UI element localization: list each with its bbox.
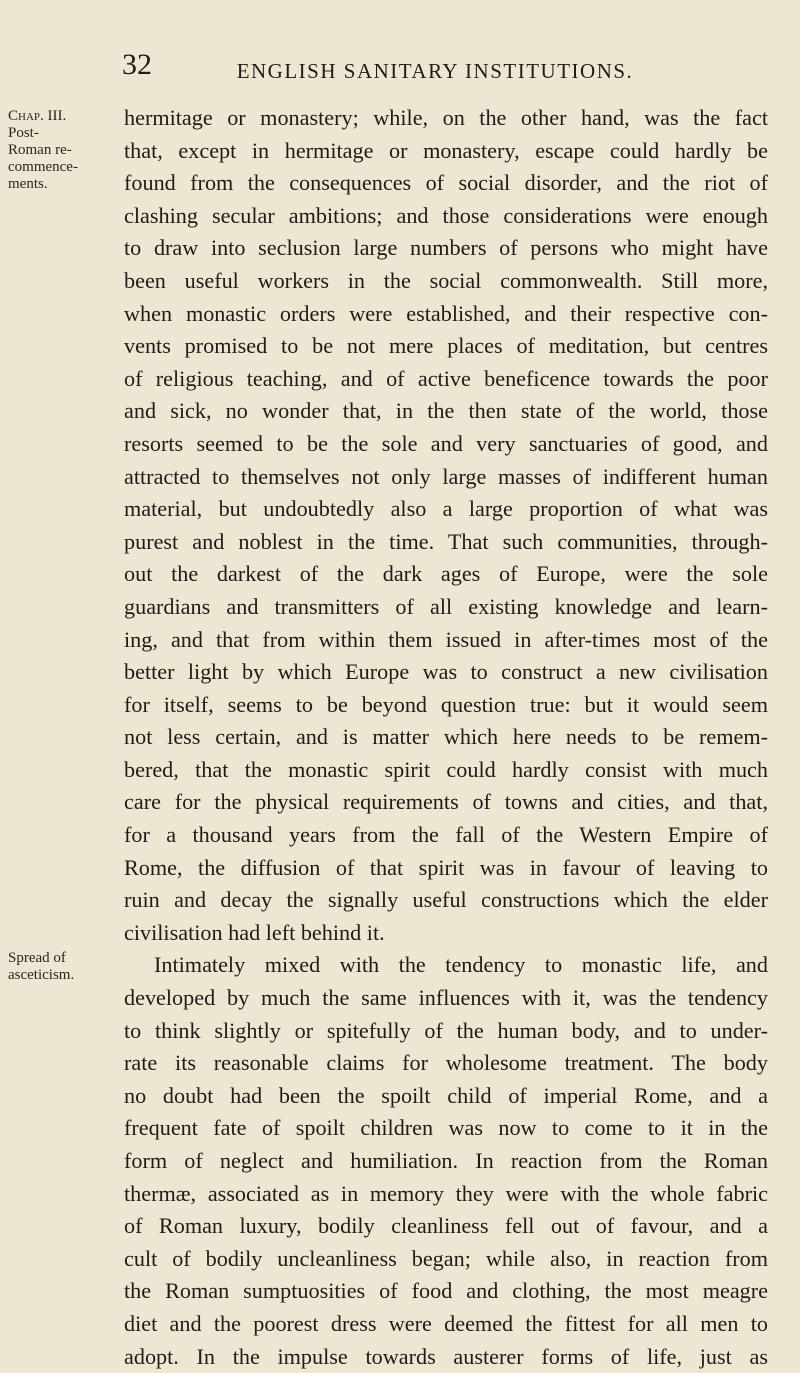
margin-note-line: Post-: [8, 125, 39, 141]
text-line: ing, and that from within them issued in after-times most of the: [124, 626, 768, 652]
text-line: rate its reasonable claims for wholesome treatment. The body: [124, 1050, 768, 1076]
text-line: material, but undoubtedly also a large proportion of what was: [124, 496, 768, 522]
text-line: and sick, no wonder that, in the then state of the world, those: [124, 398, 768, 424]
margin-note-chapter: [8, 108, 114, 193]
text-line: Rome, the diffusion of that spirit was in favour of leaving to: [124, 854, 768, 880]
text-line: cult of bodily uncleanliness began; while also, in reaction from: [124, 1245, 768, 1271]
text-line: out the darkest of the dark ages of Europe, were the sole: [124, 561, 768, 587]
text-line: developed by much the same influences with it, was the tendency: [124, 985, 768, 1011]
text-line: resorts seemed to be the sole and very sanctuaries of good, and: [124, 430, 768, 456]
margin-note-line: Spread of: [8, 950, 66, 966]
text-line: clashing secular ambitions; and those considerations were enough: [124, 202, 768, 228]
margin-note-line: Chap. III.: [8, 108, 67, 124]
body-text: [124, 102, 768, 1373]
text-line: not less certain, and is matter which here needs to be remem-: [124, 724, 768, 750]
running-head: ENGLISH SANITARY INSTITUTIONS.: [236, 59, 634, 83]
text-line: for a thousand years from the fall of the Western Empire of: [124, 822, 768, 848]
text-line: found from the consequences of social disorder, and the riot of: [124, 170, 768, 196]
text-line: bered, that the monastic spirit could hardly consist with much: [124, 756, 768, 782]
text-line: the Roman sumptuosities of food and clothing, the most meagre: [124, 1278, 768, 1304]
text-line: to draw into seclusion large numbers of persons who might have: [124, 235, 768, 261]
text-line: thermæ, associated as in memory they were with the whole fabric: [124, 1180, 768, 1206]
text-line: of Roman luxury, bodily cleanliness fell out of favour, and a: [124, 1213, 768, 1239]
text-line: attracted to themselves not only large masses of indifferent human: [124, 463, 768, 489]
text-line: diet and the poorest dress were deemed the fittest for all men to: [124, 1310, 768, 1336]
margin-note-line: ments.: [8, 176, 48, 192]
text-line: hermitage or monastery; while, on the other hand, was the fact: [124, 105, 768, 130]
text-line: better light by which Europe was to construct a new civilisation: [124, 659, 768, 685]
text-line: ruin and decay the signally useful constructions which the elder: [124, 887, 768, 913]
text-line: frequent fate of spoilt children was now to come to it in the: [124, 1115, 768, 1141]
text-line: guardians and transmitters of all existing knowledge and learn-: [124, 593, 768, 619]
text-line: that, except in hermitage or monastery, escape could hardly be: [124, 137, 768, 163]
text-line: adopt. In the impulse towards austerer forms of life, just as: [124, 1343, 768, 1369]
text-line: been useful workers in the social commonwealth. Still more,: [124, 267, 768, 293]
page-number: 32: [122, 48, 152, 81]
text-line: vents promised to be not mere places of meditation, but centres: [124, 333, 768, 359]
margin-note-line: asceticism.: [8, 967, 75, 983]
margin-note-line: commence-: [8, 159, 78, 175]
text-line: when monastic orders were established, and their respective con-: [124, 300, 768, 326]
text-line: civilisation had left behind it.: [124, 919, 385, 945]
text-line: no doubt had been the spoilt child of imperial Rome, and a: [124, 1082, 768, 1108]
text-line: form of neglect and humiliation. In reaction from the Roman: [124, 1148, 768, 1173]
text-line: Intimately mixed with the tendency to monastic life, and: [154, 952, 768, 978]
margin-note-line: Roman re-: [8, 142, 72, 158]
text-line: purest and noblest in the time. That such communities, through-: [124, 528, 768, 554]
text-line: care for the physical requirements of towns and cities, and that,: [124, 789, 768, 815]
text-line: to think slightly or spitefully of the human body, and to under-: [124, 1017, 768, 1043]
margin-note-asceticism: [8, 950, 114, 984]
text-line: for itself, seems to be beyond question true: but it would seem: [124, 691, 768, 717]
page-header: [0, 48, 800, 88]
text-line: of religious teaching, and of active beneficence towards the poor: [124, 365, 768, 391]
